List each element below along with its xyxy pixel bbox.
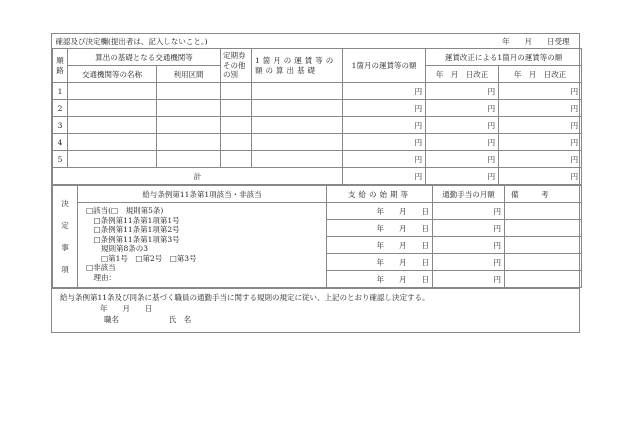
- checkbox-applicable[interactable]: □該当(□ 規則第5条): [86, 206, 164, 215]
- route-no: 4: [53, 134, 68, 151]
- monthly-basis-field[interactable]: [252, 117, 343, 134]
- transport-name-field[interactable]: [68, 151, 157, 168]
- checkbox-item-1[interactable]: □条例第11条第1項第1号: [86, 215, 180, 225]
- checkbox-not-applicable[interactable]: □非該当: [86, 263, 116, 272]
- revision-group-header: 運賃改正による1箇月の運賃等の額: [426, 49, 582, 66]
- route-header: 順路: [53, 49, 68, 83]
- transport-name-field[interactable]: [68, 100, 157, 117]
- revision-1-field[interactable]: 円: [426, 100, 499, 117]
- checkbox-item-3[interactable]: □条例第11条第1項第3号: [86, 234, 180, 244]
- decision-side-label: 決 定 事 項: [53, 186, 78, 288]
- name-label: 氏 名: [168, 315, 192, 324]
- table-row: [53, 83, 582, 100]
- position-label: 職名: [104, 315, 119, 324]
- total-row: [53, 168, 582, 185]
- remarks-field[interactable]: [505, 203, 582, 220]
- monthly-basis-field[interactable]: [252, 100, 343, 117]
- monthly-basis-field[interactable]: [252, 151, 343, 168]
- remarks-header: 備 考: [505, 186, 582, 203]
- section-field[interactable]: [157, 83, 221, 100]
- pass-type-field[interactable]: [221, 100, 252, 117]
- applicability-checklist: [78, 203, 327, 288]
- allowance-field[interactable]: 円: [433, 220, 505, 237]
- start-date-header: 支給の始期等: [327, 186, 433, 203]
- revision-2-field[interactable]: 円: [499, 83, 582, 100]
- total-label: 計: [53, 168, 343, 185]
- section-field[interactable]: [157, 117, 221, 134]
- decision-statement: 給与条例第11条及び同条に基づく職員の通勤手当に関する規則の規定に従い、上記のとおり確認し決定する。: [60, 293, 430, 302]
- basis-group-header: 算出の基礎となる交通機関等: [68, 49, 221, 66]
- table-row: [53, 134, 582, 151]
- start-date-field[interactable]: 年 月 日: [327, 254, 433, 271]
- section-field[interactable]: [157, 100, 221, 117]
- revision-1-field[interactable]: 円: [426, 151, 499, 168]
- route-no: 5: [53, 151, 68, 168]
- monthly-amount-field[interactable]: 円: [343, 117, 426, 134]
- table-row: [53, 117, 582, 134]
- revision-2-field[interactable]: 円: [499, 100, 582, 117]
- monthly-amount-field[interactable]: 円: [343, 100, 426, 117]
- remarks-field[interactable]: [505, 220, 582, 237]
- signature-line: [60, 315, 571, 326]
- section-field[interactable]: [157, 151, 221, 168]
- monthly-basis-header: 1箇月の運賃等の額の算出基礎: [252, 49, 343, 83]
- decision-date[interactable]: 年 月 日: [100, 304, 153, 313]
- transport-name-field[interactable]: [68, 83, 157, 100]
- route-no: 3: [53, 117, 68, 134]
- transport-name-header: 交通機関等の名称: [68, 66, 157, 83]
- pass-type-header: 定期券その他の別: [221, 49, 252, 83]
- monthly-allowance-header: 通勤手当の月額: [433, 186, 505, 203]
- monthly-amount-field[interactable]: 円: [343, 151, 426, 168]
- monthly-amount-field[interactable]: 円: [343, 83, 426, 100]
- decision-table: [52, 185, 582, 288]
- monthly-basis-field[interactable]: [252, 134, 343, 151]
- allowance-field[interactable]: 円: [433, 237, 505, 254]
- transport-name-field[interactable]: [68, 117, 157, 134]
- revision-1-field[interactable]: 円: [426, 83, 499, 100]
- route-no: 1: [53, 83, 68, 100]
- monthly-amount-field[interactable]: 円: [343, 134, 426, 151]
- start-date-field[interactable]: 年 月 日: [327, 220, 433, 237]
- decision-footer: [52, 288, 579, 332]
- form-title: 確認及び決定欄(提出者は、記入しないこと。): [53, 34, 343, 49]
- revision-2-field[interactable]: 円: [499, 117, 582, 134]
- confirmation-decision-form: [51, 33, 580, 333]
- section-field[interactable]: [157, 134, 221, 151]
- section-header: 利用区間: [157, 66, 221, 83]
- total-amount-field[interactable]: 円: [343, 168, 426, 185]
- checkbox-item-2[interactable]: □条例第11条第1項第2号: [86, 225, 180, 234]
- applicable-header: 給与条例第11条第1項該当・非該当: [78, 186, 327, 203]
- calculation-table: [52, 34, 582, 185]
- revision-1-field[interactable]: 円: [426, 117, 499, 134]
- revision-2-field[interactable]: 円: [499, 151, 582, 168]
- pass-type-field[interactable]: [221, 117, 252, 134]
- monthly-amount-header: 1箇月の運賃等の額: [343, 49, 426, 83]
- remarks-field[interactable]: [505, 254, 582, 271]
- revision-1-field[interactable]: 円: [426, 134, 499, 151]
- reason-label: 理由：: [86, 272, 116, 282]
- remarks-field[interactable]: [505, 237, 582, 254]
- rule-8-3-label: 規則第8条の3: [86, 244, 149, 253]
- remarks-field[interactable]: [505, 271, 582, 288]
- table-row: [53, 100, 582, 117]
- pass-type-field[interactable]: [221, 83, 252, 100]
- total-revision-2-field[interactable]: 円: [499, 168, 582, 185]
- transport-name-field[interactable]: [68, 134, 157, 151]
- allowance-field[interactable]: 円: [433, 254, 505, 271]
- table-row: [53, 151, 582, 168]
- revision-1-header: 年 月 日改正: [426, 66, 499, 83]
- monthly-basis-field[interactable]: [252, 83, 343, 100]
- pass-type-field[interactable]: [221, 134, 252, 151]
- revision-2-header: 年 月 日改正: [499, 66, 582, 83]
- allowance-field[interactable]: 円: [433, 203, 505, 220]
- checkbox-rule-numbers[interactable]: □第1号 □第2号 □第3号: [86, 253, 197, 263]
- start-date-field[interactable]: 年 月 日: [327, 203, 433, 220]
- received-date: 年 月 日受理: [343, 34, 582, 49]
- start-date-field[interactable]: 年 月 日: [327, 271, 433, 288]
- total-revision-1-field[interactable]: 円: [426, 168, 499, 185]
- allowance-field[interactable]: 円: [433, 271, 505, 288]
- revision-2-field[interactable]: 円: [499, 134, 582, 151]
- route-no: 2: [53, 100, 68, 117]
- start-date-field[interactable]: 年 月 日: [327, 237, 433, 254]
- pass-type-field[interactable]: [221, 151, 252, 168]
